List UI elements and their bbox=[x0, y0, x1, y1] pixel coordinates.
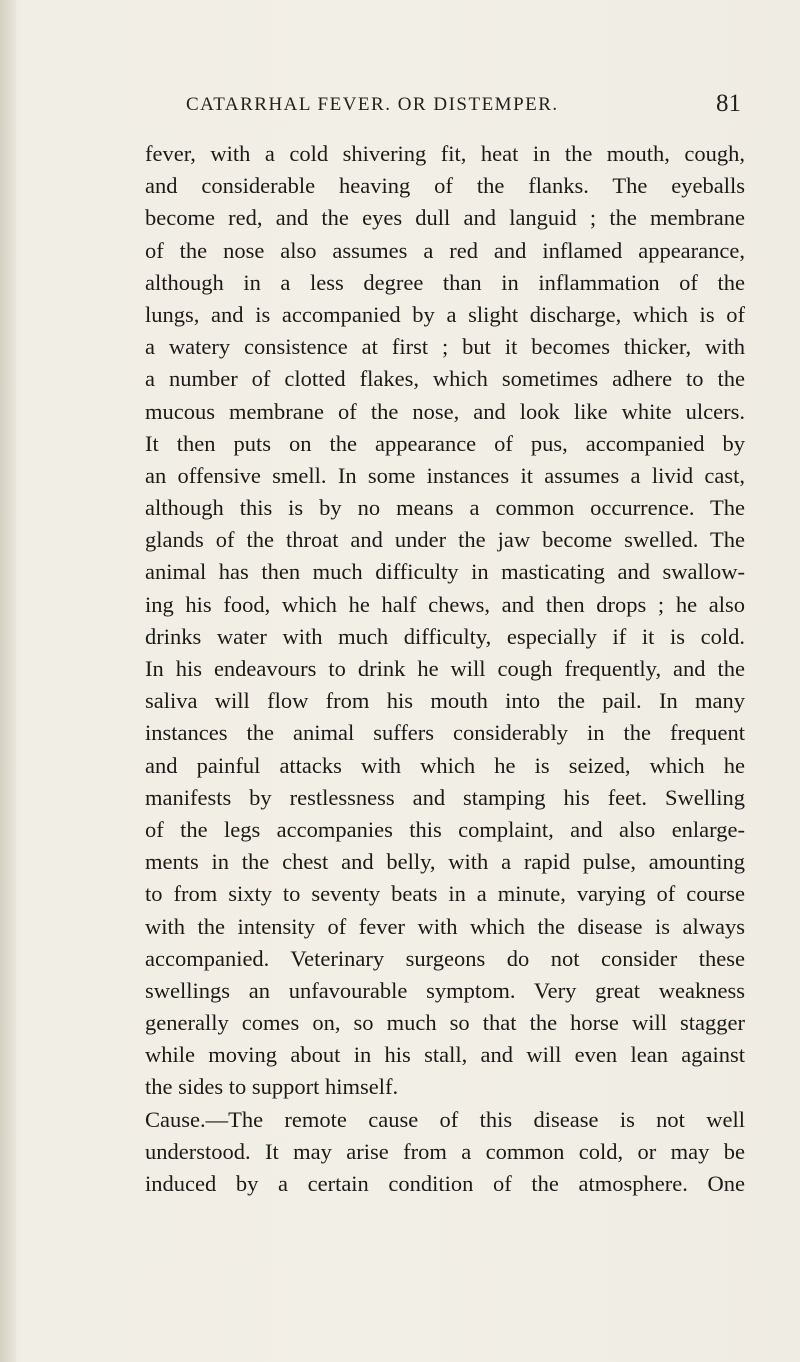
text-line: although in a less degree than in inflammation of the bbox=[145, 269, 745, 295]
text-line: understood. It may arise from a common cold, or may be bbox=[145, 1138, 745, 1164]
body-text bbox=[145, 138, 745, 1200]
text-line: a watery consistence at first ; but it becomes thicker, with bbox=[145, 334, 745, 360]
text-line: swellings an unfavourable symptom. Very great weakness bbox=[145, 977, 745, 1003]
text-line: of the nose also assumes a red and inflamed appearance, bbox=[145, 237, 745, 263]
text-line: induced by a certain condition of the atmosphere. One bbox=[145, 1171, 745, 1196]
text-line: the sides to support himself. bbox=[145, 1074, 399, 1100]
running-header bbox=[186, 90, 741, 124]
text-line: instances the animal suffers considerably in the frequent bbox=[145, 720, 745, 746]
text-line: an offensive smell. In some instances it assumes a livid cast, bbox=[145, 462, 745, 488]
text-line: to from sixty to seventy beats in a minute, varying of course bbox=[145, 881, 745, 907]
text-line: generally comes on, so much so that the horse will stagger bbox=[145, 1010, 745, 1036]
text-line: and painful attacks with which he is seized, which he bbox=[145, 752, 745, 778]
text-line: It then puts on the appearance of pus, accompanied by bbox=[145, 430, 745, 456]
text-line: of the legs accompanies this complaint, and also enlarge- bbox=[145, 816, 745, 842]
text-line: ing his food, which he half chews, and then drops ; he also bbox=[145, 591, 745, 617]
text-line: drinks water with much difficulty, especially if it is cold. bbox=[145, 623, 745, 649]
text-line: saliva will flow from his mouth into the pail. In many bbox=[145, 688, 745, 714]
text-line: while moving about in his stall, and will even lean against bbox=[145, 1042, 745, 1068]
text-line: Cause.—The remote cause of this disease is not well bbox=[145, 1106, 745, 1132]
text-line: a number of clotted flakes, which sometimes adhere to the bbox=[145, 366, 745, 392]
text-line: mucous membrane of the nose, and look like white ulcers. bbox=[145, 398, 745, 424]
text-line: although this is by no means a common occurrence. The bbox=[145, 495, 745, 521]
running-title: CATARRHAL FEVER. OR DISTEMPER. bbox=[186, 94, 559, 115]
text-line: lungs, and is accompanied by a slight discharge, which is of bbox=[145, 301, 745, 327]
text-line: become red, and the eyes dull and languid ; the membrane bbox=[145, 205, 745, 231]
text-line: ments in the chest and belly, with a rapid pulse, amounting bbox=[145, 849, 745, 875]
text-line: and considerable heaving of the flanks. The eyeballs bbox=[145, 173, 745, 199]
text-line: fever, with a cold shivering fit, heat in the mouth, cough, bbox=[145, 141, 745, 166]
text-line: with the intensity of fever with which the disease is always bbox=[145, 913, 745, 939]
page-gutter-shadow bbox=[0, 0, 16, 1362]
text-line: accompanied. Veterinary surgeons do not consider these bbox=[145, 945, 745, 971]
page-number: 81 bbox=[716, 90, 741, 117]
text-line: manifests by restlessness and stamping his feet. Swelling bbox=[145, 784, 745, 810]
text-line: glands of the throat and under the jaw become swelled. The bbox=[145, 527, 745, 553]
text-line: animal has then much difficulty in masticating and swallow- bbox=[145, 559, 745, 585]
text-line: In his endeavours to drink he will cough frequently, and the bbox=[145, 656, 745, 681]
